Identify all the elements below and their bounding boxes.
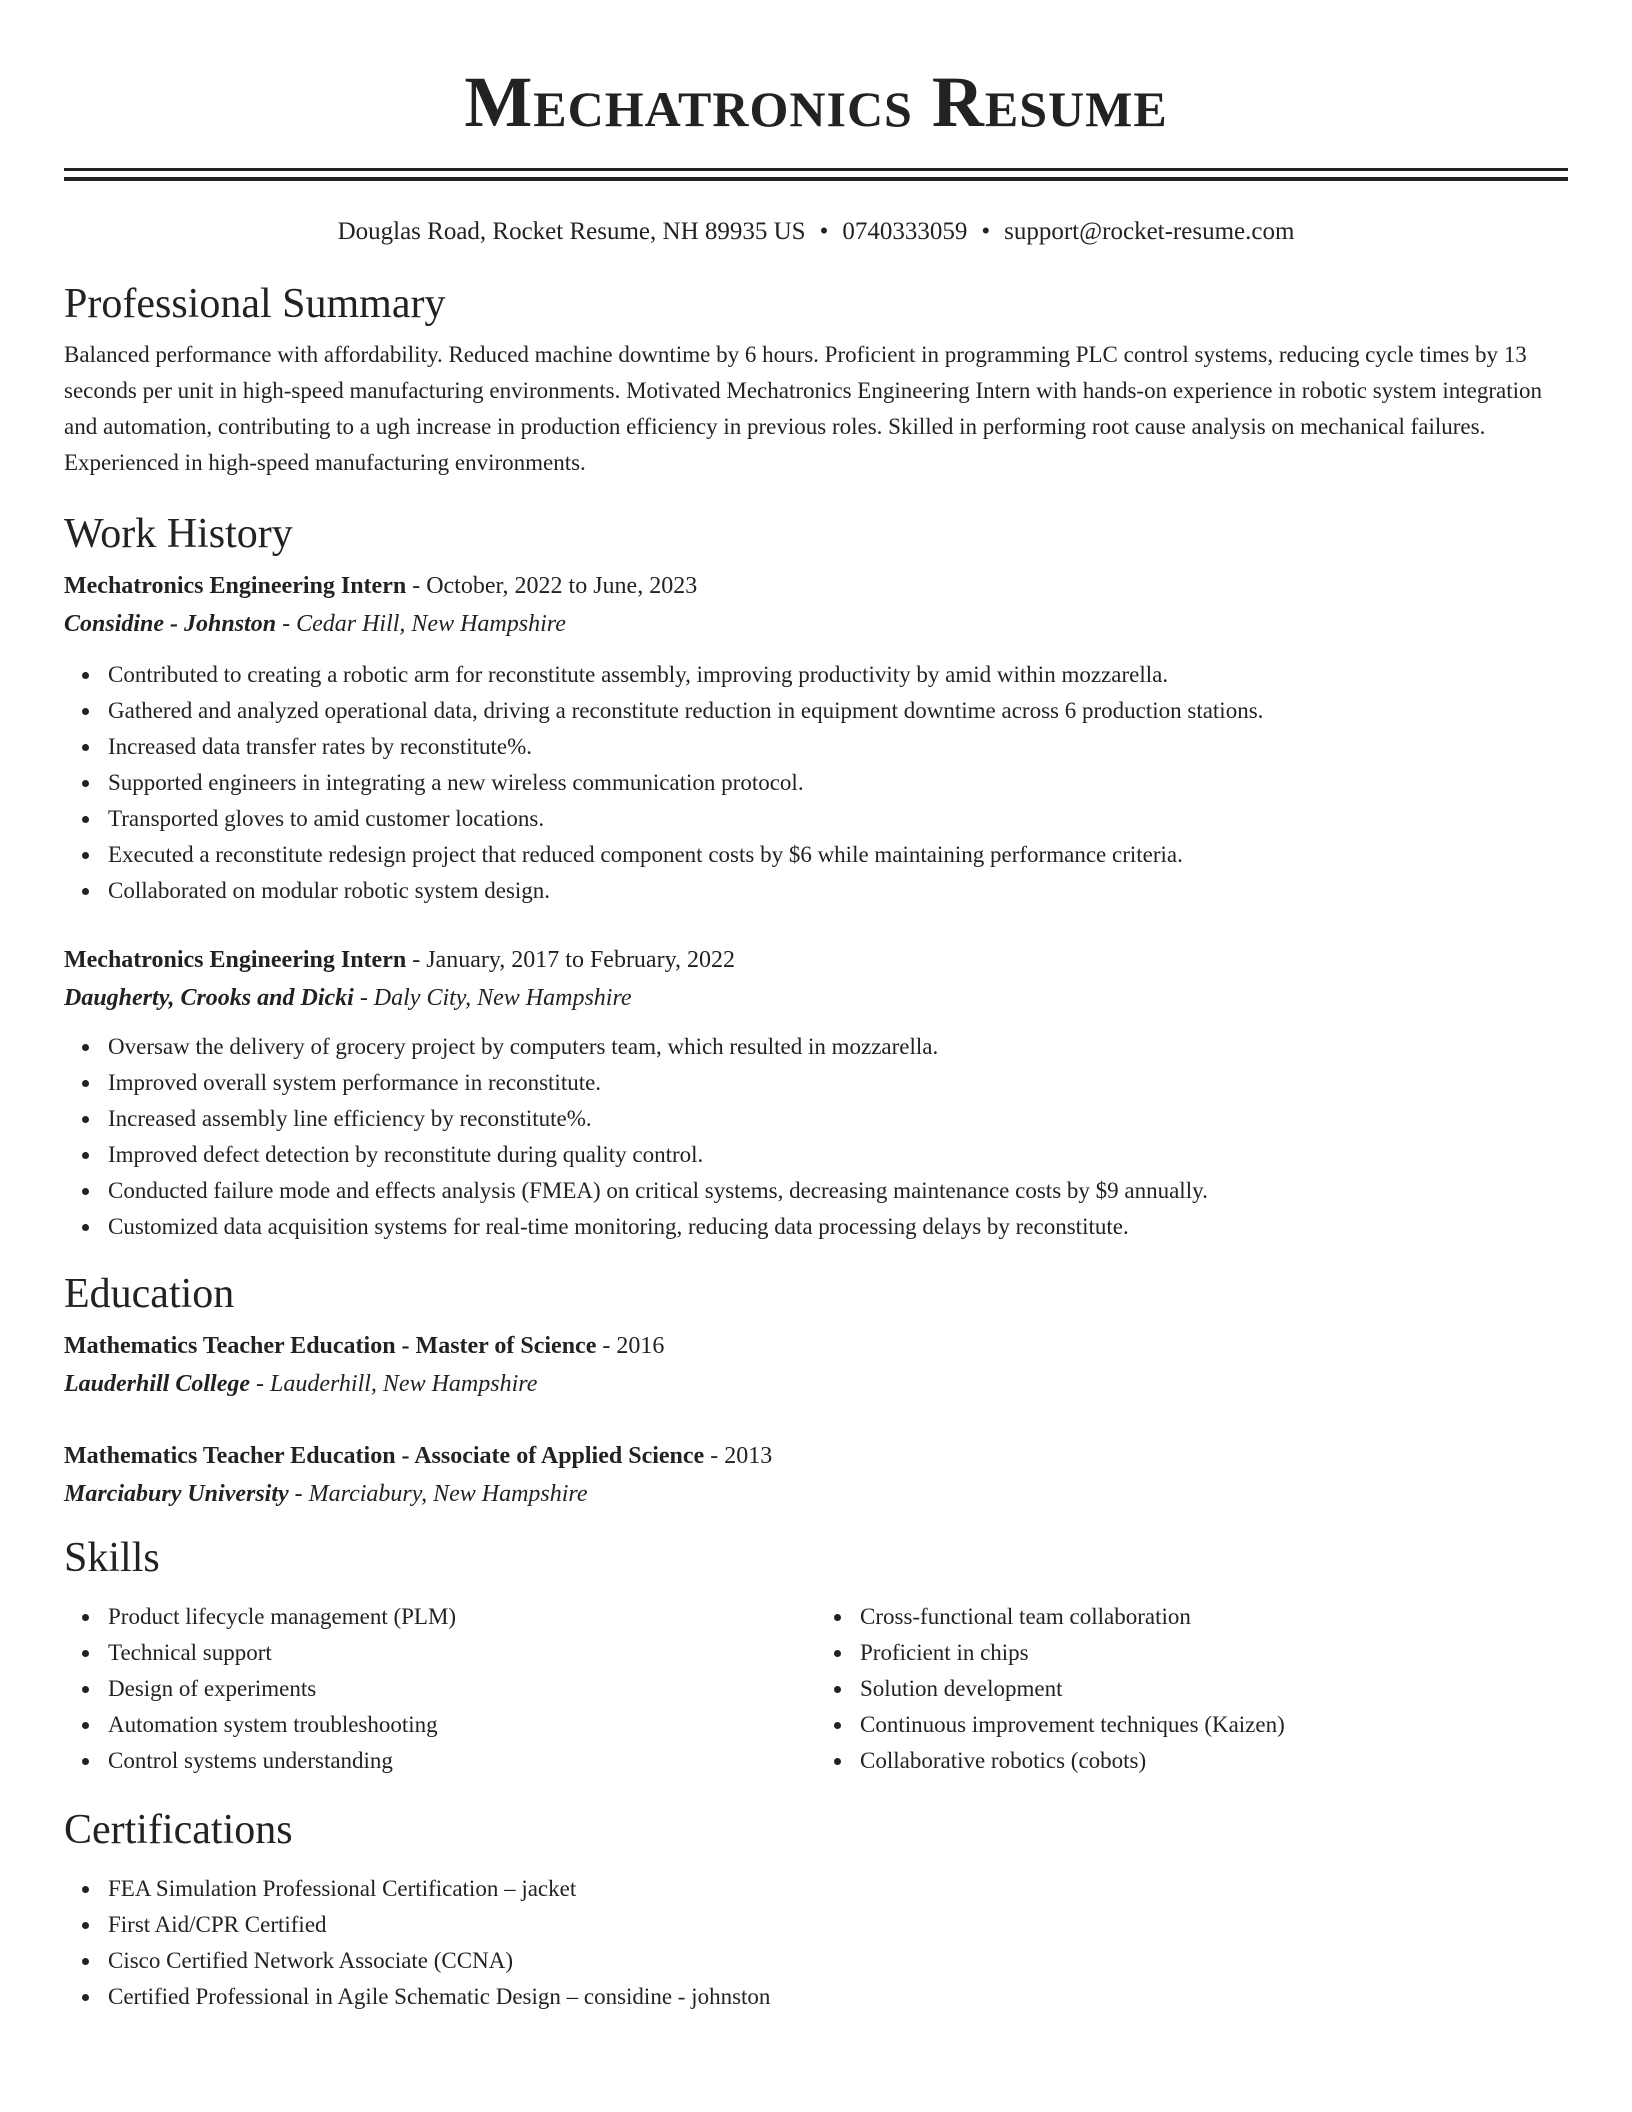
contact-phone: 0740333059	[842, 218, 968, 245]
job-bullet: Oversaw the delivery of grocery project by computers team, which resulted in mozzarella.	[108, 1029, 1568, 1065]
job-bullet: Increased data transfer rates by reconstitute%.	[108, 729, 1568, 765]
job-bullet-list	[64, 1029, 1568, 1245]
skill-item: Continuous improvement techniques (Kaizen)	[860, 1707, 1568, 1743]
job-bullet: Executed a reconstitute redesign project that reduced component costs by $6 while maintaining performance criteria.	[108, 837, 1568, 873]
job-bullet: Increased assembly line efficiency by reconstitute%.	[108, 1101, 1568, 1137]
education-entry	[64, 1437, 1568, 1513]
degree: Mathematics Teacher Education - Master of Science	[64, 1333, 597, 1359]
skills-heading: Skills	[64, 1535, 160, 1581]
skill-item: Design of experiments	[108, 1671, 816, 1707]
resume-title: Mechatronics Resume	[464, 62, 1168, 142]
certifications-heading: Certifications	[64, 1807, 293, 1853]
summary-heading: Professional Summary	[64, 281, 446, 327]
certification-item: First Aid/CPR Certified	[108, 1907, 1568, 1943]
title-divider-bottom	[64, 177, 1568, 181]
job-bullet: Improved defect detection by reconstitute during quality control.	[108, 1137, 1568, 1173]
job-title: Mechatronics Engineering Intern	[64, 573, 407, 599]
education-entry	[64, 1327, 1568, 1403]
certification-item: FEA Simulation Professional Certification – jacket	[108, 1871, 1568, 1907]
job-bullet: Contributed to creating a robotic arm for reconstitute assembly, improving productivity by amid within mozzarella.	[108, 657, 1568, 693]
degree-line	[64, 1437, 1568, 1475]
school-line	[64, 1475, 1568, 1513]
skill-item: Solution development	[860, 1671, 1568, 1707]
school-location: - Lauderhill, New Hampshire	[250, 1371, 538, 1397]
job-dates: - January, 2017 to February, 2022	[406, 947, 736, 973]
education-heading: Education	[64, 1271, 235, 1317]
job-title-line	[64, 941, 1568, 979]
job-title-line	[64, 567, 1568, 605]
skill-item: Cross-functional team collaboration	[860, 1599, 1568, 1635]
job-bullet-list	[64, 657, 1568, 909]
skills-columns	[64, 1599, 1568, 1779]
job-company: Daugherty, Crooks and Dicki	[64, 985, 354, 1011]
job-entry	[64, 941, 1568, 1245]
certification-item: Certified Professional in Agile Schematic Design – considine - johnston	[108, 1979, 1568, 2015]
contact-email: support@rocket-resume.com	[1004, 218, 1295, 245]
certification-item: Cisco Certified Network Associate (CCNA)	[108, 1943, 1568, 1979]
skill-item: Product lifecycle management (PLM)	[108, 1599, 816, 1635]
school-line	[64, 1365, 1568, 1403]
school-location: - Marciabury, New Hampshire	[288, 1481, 588, 1507]
contact-separator: •	[819, 218, 829, 245]
job-company-line	[64, 605, 1568, 643]
job-bullet: Conducted failure mode and effects analysis (FMEA) on critical systems, decreasing maintenance costs by $9 annually.	[108, 1173, 1568, 1209]
job-dates: - October, 2022 to June, 2023	[406, 573, 698, 599]
job-entry	[64, 567, 1568, 909]
job-bullet: Gathered and analyzed operational data, driving a reconstitute reduction in equipment downtime across 6 production stations.	[108, 693, 1568, 729]
skills-list-left	[64, 1599, 816, 1779]
job-bullet: Collaborated on modular robotic system design.	[108, 873, 1568, 909]
skill-item: Technical support	[108, 1635, 816, 1671]
job-location: - Daly City, New Hampshire	[353, 985, 632, 1011]
skill-item: Control systems understanding	[108, 1743, 816, 1779]
degree-line	[64, 1327, 1568, 1365]
school-name: Lauderhill College	[64, 1371, 250, 1397]
contact-separator: •	[981, 218, 991, 245]
school-name: Marciabury University	[64, 1481, 289, 1507]
certifications-list	[64, 1871, 1568, 2015]
job-bullet: Transported gloves to amid customer locations.	[108, 801, 1568, 837]
contact-address: Douglas Road, Rocket Resume, NH 89935 US	[337, 218, 806, 245]
job-bullet: Improved overall system performance in reconstitute.	[108, 1065, 1568, 1101]
skills-list-right	[816, 1599, 1568, 1779]
job-title: Mechatronics Engineering Intern	[64, 947, 407, 973]
title-divider-top	[64, 168, 1568, 171]
degree-year: - 2016	[596, 1333, 665, 1359]
skill-item: Automation system troubleshooting	[108, 1707, 816, 1743]
resume-page	[64, 0, 1568, 2015]
contact-line	[64, 217, 1568, 247]
job-bullet: Supported engineers in integrating a new wireless communication protocol.	[108, 765, 1568, 801]
degree-year: - 2013	[704, 1443, 773, 1469]
degree: Mathematics Teacher Education - Associate of Applied Science	[64, 1443, 705, 1469]
work-history-heading: Work History	[64, 511, 293, 557]
job-bullet: Customized data acquisition systems for real-time monitoring, reducing data processing delays by reconstitute.	[108, 1209, 1568, 1245]
job-location: - Cedar Hill, New Hampshire	[276, 611, 566, 637]
job-company: Considine - Johnston	[64, 611, 277, 637]
summary-text: Balanced performance with affordability. Reduced machine downtime by 6 hours. Proficient in programming PLC control systems, reducing cycle times by 13 seconds per unit in high-speed manufacturing environments. Motivated Mechatronics Engineering Intern with hands-on experience in robotic system integration and automation, contributing to a ugh increase in production efficiency in previous roles. Skilled in performing root cause analysis on mechanical failures. Experienced in high-speed manufacturing environments.	[64, 342, 1542, 475]
skill-item: Proficient in chips	[860, 1635, 1568, 1671]
job-company-line	[64, 979, 1568, 1017]
skill-item: Collaborative robotics (cobots)	[860, 1743, 1568, 1779]
